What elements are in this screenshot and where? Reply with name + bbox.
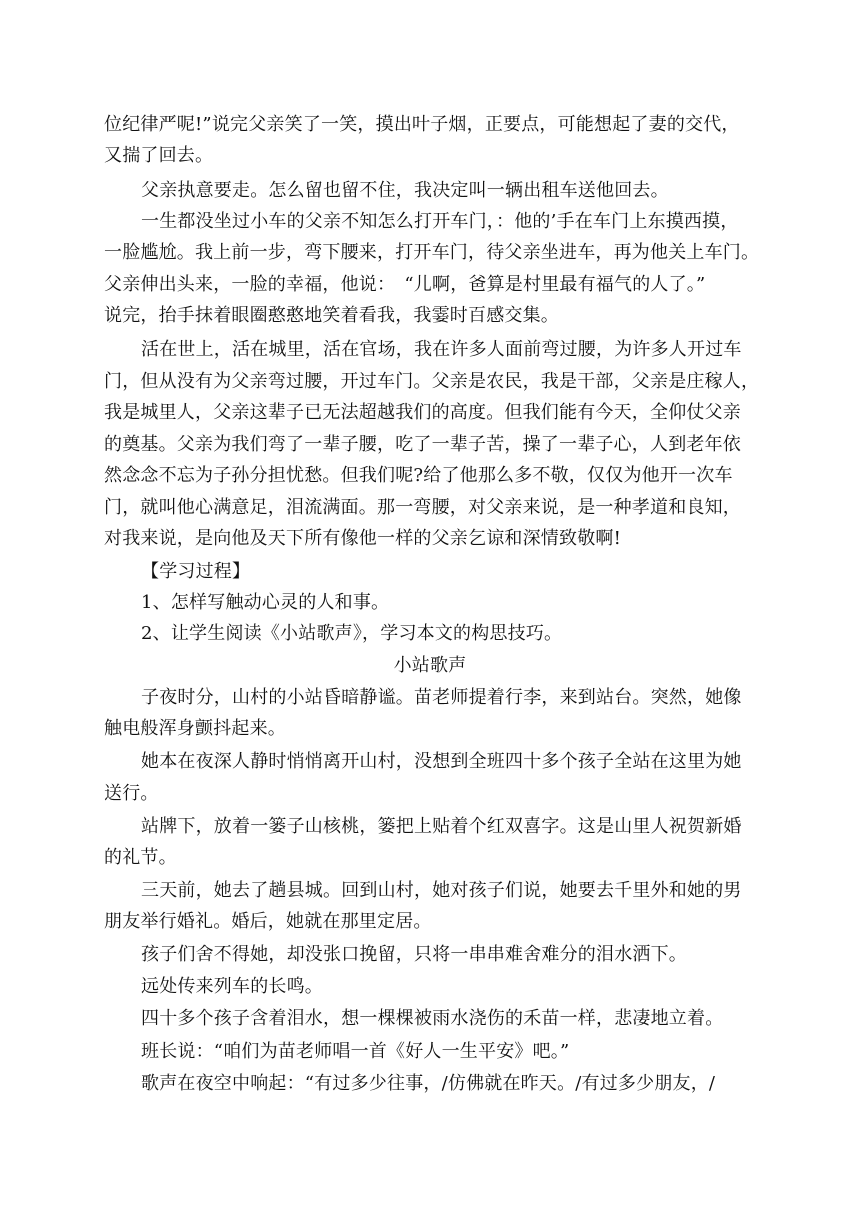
paragraph-line: 位纪律严呢!”说完父亲笑了一笑，摸出叶子烟，正要点，可能想起了妻的交代， xyxy=(104,114,740,135)
paragraph-line: 朋友举行婚礼。婚后，她就在那里定居。 xyxy=(104,911,432,932)
paragraph-line: 一生都没坐过小车的父亲不知怎么打开车门，：他的’手在车门上东摸西摸， xyxy=(141,211,739,232)
section-heading: 【学习过程】 xyxy=(141,561,251,582)
paragraph-line: 然念念不忘为子孙分担忧愁。但我们呢?给了他那么多不敬，仅仅为他开一次车 xyxy=(104,465,733,486)
paragraph-line: 一脸尴尬。我上前一步，弯下腰来，打开车门，待父亲坐进车，再为他关上车门。 xyxy=(104,242,760,263)
paragraph-line: 又揣了回去。 xyxy=(104,145,214,166)
paragraph-line: 父亲伸出头来，一脸的幸福，他说： “儿啊，爸算是村里最有福气的人了。” xyxy=(104,274,706,295)
paragraph-line: 孩子们舍不得她，却没张口挽留，只将一串串难舍难分的泪水洒下。 xyxy=(141,944,687,965)
paragraph-line: 远处传来列车的长鸣。 xyxy=(141,976,323,997)
list-item: 2、让学生阅读《小站歌声》，学习本文的构思技巧。 xyxy=(141,623,563,644)
paragraph-line: 送行。 xyxy=(104,783,159,804)
paragraph-line: 门，就叫他心满意足，泪流满面。那一弯腰，对父亲来说，是一种孝道和良知， xyxy=(104,497,741,518)
paragraph-line: 活在世上，活在城里，活在官场，我在许多人面前弯过腰，为许多人开过车 xyxy=(141,339,742,360)
paragraph-line: 歌声在夜空中响起：“有过多少往事，/仿佛就在昨天。/有过多少朋友，/ xyxy=(141,1073,716,1094)
paragraph-line: 门，但从没有为父亲弯过腰，开过车门。父亲是农民，我是干部，父亲是庄稼人， xyxy=(104,371,760,392)
paragraph-line: 的礼节。 xyxy=(104,847,177,868)
paragraph-line: 父亲执意要走。怎么留也留不住，我决定叫一辆出租车送他回去。 xyxy=(141,180,669,201)
paragraph-line: 三天前，她去了趟县城。回到山村，她对孩子们说，她要去千里外和她的男 xyxy=(141,880,742,901)
paragraph-line: 说完，抬手抹着眼圈憨憨地笑着看我，我霎时百感交集。 xyxy=(104,305,559,326)
paragraph-line: 我是城里人，父亲这辈子已无法超越我们的高度。但我们能有今天，全仰仗父亲 xyxy=(104,402,741,423)
paragraph-line: 站牌下，放着一篓子山核桃，篓把上贴着个红双喜字。这是山里人祝贺新婚 xyxy=(141,816,742,837)
paragraph-line: 班长说：“咱们为苗老师唱一首《好人一生平安》吧。” xyxy=(141,1041,570,1062)
list-item: 1、怎样写触动心灵的人和事。 xyxy=(141,592,390,613)
paragraph-line: 子夜时分，山村的小站昏暗静谧。苗老师提着行李，来到站台。突然，她像 xyxy=(141,687,742,708)
paragraph-line: 对我来说，是向他及天下所有像他一样的父亲乞谅和深情致敬啊! xyxy=(104,528,622,549)
paragraph-line: 她本在夜深人静时悄悄离开山村，没想到全班四十多个孩子全站在这里为她 xyxy=(141,751,742,772)
paragraph-line: 四十多个孩子含着泪水，想一棵棵被雨水浇伤的禾苗一样，悲凄地立着。 xyxy=(141,1008,724,1029)
story-title: 小站歌声 xyxy=(393,655,467,676)
paragraph-line: 触电般浑身颤抖起来。 xyxy=(104,718,286,739)
paragraph-line: 的奠基。父亲为我们弯了一辈子腰，吃了一辈子苦，操了一辈子心，人到老年依 xyxy=(104,434,741,455)
